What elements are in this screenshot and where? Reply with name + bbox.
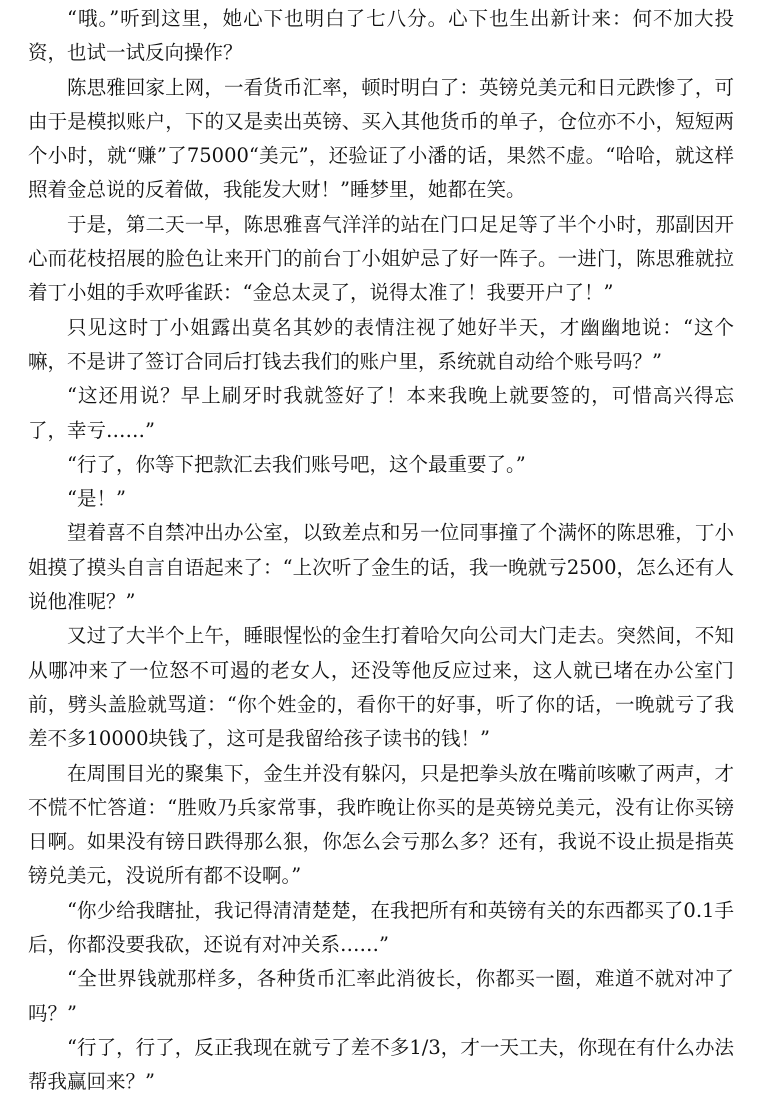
- paragraph-6: “行了，你等下把款汇去我们账号吧，这个最重要了。”: [67, 452, 526, 476]
- paragraph-8: 望着喜不自禁冲出办公室，以致差点和另一位同事撞了个满怀的陈思雅，丁小姐摸了摸头自言自语起来了：“上次听了金生的话，我一晚就亏2500，怎么还有人说他准呢？”: [28, 521, 734, 614]
- paragraph-9: 又过了大半个上午，睡眼惺忪的金生打着哈欠向公司大门走去。突然间，不知从哪冲来了一位怒不可遏的老女人，还没等他反应过来，这人就已堵在办公室门前，劈头盖脸就骂道：“你个姓金的，看你干的好事，听了你的话，一晚就亏了我差不多10000块钱了，这可是我留给孩子读书的钱！”: [28, 624, 734, 751]
- paragraph-13: “行了，行了，反正我现在就亏了差不多1/3，才一天工夫，你现在有什么办法帮我赢回来？”: [28, 1035, 734, 1094]
- paragraph-12: “全世界钱就那样多，各种货币汇率此消彼长，你都买一圈，难道不就对冲了吗？”: [28, 967, 734, 1025]
- paragraph-10: 在周围目光的聚集下，金生并没有躲闪，只是把拳头放在嘴前咳嗽了两声，才不慌不忙答道：“胜败乃兵家常事，我昨晚让你买的是英镑兑美元，没有让你买镑日啊。如果没有镑日跌得那么狠，你怎么会亏那么多？还有，我说不设止损是指英镑兑美元，没说所有都不设啊。”: [28, 761, 734, 888]
- paragraph-5: “这还用说？早上刷牙时我就签好了！本来我晚上就要签的，可惜高兴得忘了，幸亏……”: [28, 384, 734, 442]
- body-text: [28, 2, 734, 1100]
- paragraph-3: 于是，第二天一早，陈思雅喜气洋洋的站在门口足足等了半个小时，那副因开心而花枝招展的脸色让来开门的前台丁小姐妒忌了好一阵子。一进门，陈思雅就拉着丁小姐的手欢呼雀跃：“金总太灵了，说得太准了！我要开户了！”: [28, 212, 734, 305]
- paragraph-7: “是！”: [67, 487, 126, 511]
- paragraph-2: 陈思雅回家上网，一看货币汇率，顿时明白了：英镑兑美元和日元跌惨了，可由于是模拟账户，下的又是卖出英镑、买入其他货币的单子，仓位亦不小，短短两个小时，就“赚”了75000“美元”，还验证了小潘的话，果然不虚。“哈哈，就这样照着金总说的反着做，我能发大财！”睡梦里，她都在笑。: [28, 75, 734, 202]
- paragraph-11: “你少给我瞎扯，我记得清清楚楚，在我把所有和英镑有关的东西都买了0.1手后，你都没要我砍，还说有对冲关系……”: [28, 898, 734, 957]
- paragraph-1: “哦。”听到这里，她心下也明白了七八分。心下也生出新计来：何不加大投资，也试一试反向操作？: [28, 7, 734, 65]
- paragraph-4: 只见这时丁小姐露出莫名其妙的表情注视了她好半天，才幽幽地说：“这个嘛，不是讲了签订合同后打钱去我们的账户里，系统就自动给个账号吗？”: [28, 315, 734, 373]
